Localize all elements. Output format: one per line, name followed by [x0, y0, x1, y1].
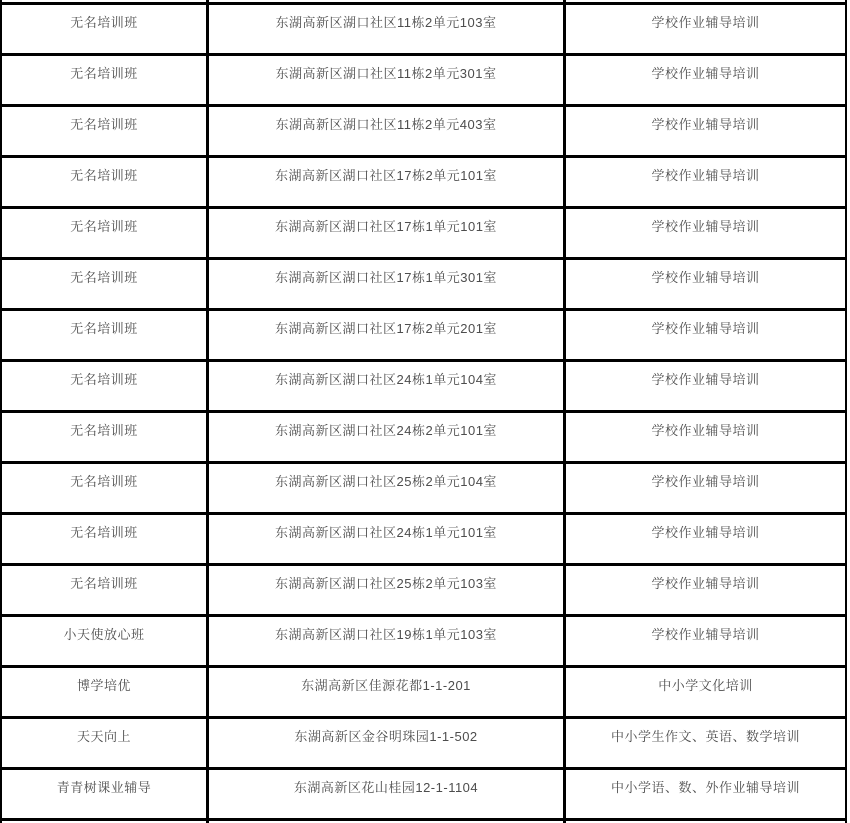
institution-address-cell: 东湖高新区湖口社区24栋1单元104室 [209, 362, 566, 410]
table-row [0, 206, 847, 257]
table-body [0, 2, 847, 818]
institution-name-cell: 小天使放心班 [0, 617, 209, 665]
institution-address-cell: 东湖高新区湖口社区25栋2单元104室 [209, 464, 566, 512]
institution-name-cell: 无名培训班 [0, 5, 209, 53]
institution-address-cell: 东湖高新区湖口社区17栋2单元201室 [209, 311, 566, 359]
institution-name-cell: 无名培训班 [0, 311, 209, 359]
partial-cell [566, 0, 847, 2]
institution-address-cell: 东湖高新区湖口社区11栋2单元403室 [209, 107, 566, 155]
institution-name-cell: 博学培优 [0, 668, 209, 716]
table-row [0, 308, 847, 359]
institution-name-cell: 无名培训班 [0, 56, 209, 104]
training-category-cell: 学校作业辅导培训 [566, 56, 847, 104]
institution-name-cell: 无名培训班 [0, 107, 209, 155]
institution-address-cell: 东湖高新区湖口社区24栋2单元101室 [209, 413, 566, 461]
training-category-cell: 学校作业辅导培训 [566, 515, 847, 563]
institution-address-cell: 东湖高新区湖口社区11栋2单元301室 [209, 56, 566, 104]
training-category-cell: 学校作业辅导培训 [566, 209, 847, 257]
table-row [0, 461, 847, 512]
institution-address-cell: 东湖高新区湖口社区19栋1单元103室 [209, 617, 566, 665]
table-row [0, 512, 847, 563]
institution-address-cell: 东湖高新区湖口社区24栋1单元101室 [209, 515, 566, 563]
institution-address-cell: 东湖高新区湖口社区17栋2单元101室 [209, 158, 566, 206]
institution-name-cell: 无名培训班 [0, 515, 209, 563]
training-category-cell: 学校作业辅导培训 [566, 566, 847, 614]
training-category-cell: 学校作业辅导培训 [566, 464, 847, 512]
training-category-cell: 学校作业辅导培训 [566, 617, 847, 665]
institution-address-cell: 东湖高新区湖口社区11栋2单元103室 [209, 5, 566, 53]
training-category-cell: 中小学文化培训 [566, 668, 847, 716]
table-row [0, 665, 847, 716]
institution-name-cell: 无名培训班 [0, 209, 209, 257]
institution-address-cell: 东湖高新区湖口社区25栋2单元103室 [209, 566, 566, 614]
table-row [0, 359, 847, 410]
institution-address-cell: 东湖高新区花山桂园12-1-1104 [209, 770, 566, 818]
institution-name-cell: 青青树课业辅导 [0, 770, 209, 818]
training-category-cell: 中小学语、数、外作业辅导培训 [566, 770, 847, 818]
institution-name-cell: 无名培训班 [0, 260, 209, 308]
table-row [0, 104, 847, 155]
partial-row-top [0, 0, 847, 2]
training-category-cell: 学校作业辅导培训 [566, 413, 847, 461]
table-row [0, 53, 847, 104]
institution-name-cell: 无名培训班 [0, 158, 209, 206]
training-category-cell: 学校作业辅导培训 [566, 362, 847, 410]
training-category-cell: 学校作业辅导培训 [566, 311, 847, 359]
partial-cell [0, 0, 209, 2]
table-row [0, 155, 847, 206]
partial-row-bottom [0, 818, 847, 823]
institution-name-cell: 无名培训班 [0, 413, 209, 461]
training-category-cell: 学校作业辅导培训 [566, 158, 847, 206]
institution-address-cell: 东湖高新区金谷明珠园1-1-502 [209, 719, 566, 767]
table-row [0, 716, 847, 767]
institution-name-cell: 无名培训班 [0, 362, 209, 410]
table-row [0, 2, 847, 53]
institution-name-cell: 天天向上 [0, 719, 209, 767]
institution-name-cell: 无名培训班 [0, 566, 209, 614]
institution-address-cell: 东湖高新区湖口社区17栋1单元301室 [209, 260, 566, 308]
table-row [0, 257, 847, 308]
training-category-cell: 中小学生作文、英语、数学培训 [566, 719, 847, 767]
institution-name-cell: 无名培训班 [0, 464, 209, 512]
institution-address-cell: 东湖高新区湖口社区17栋1单元101室 [209, 209, 566, 257]
training-category-cell: 学校作业辅导培训 [566, 5, 847, 53]
table-row [0, 767, 847, 818]
training-category-cell: 学校作业辅导培训 [566, 260, 847, 308]
institution-address-cell: 东湖高新区佳源花都1-1-201 [209, 668, 566, 716]
table-row [0, 563, 847, 614]
partial-cell [209, 0, 566, 2]
table-row [0, 614, 847, 665]
training-category-cell: 学校作业辅导培训 [566, 107, 847, 155]
table-row [0, 410, 847, 461]
